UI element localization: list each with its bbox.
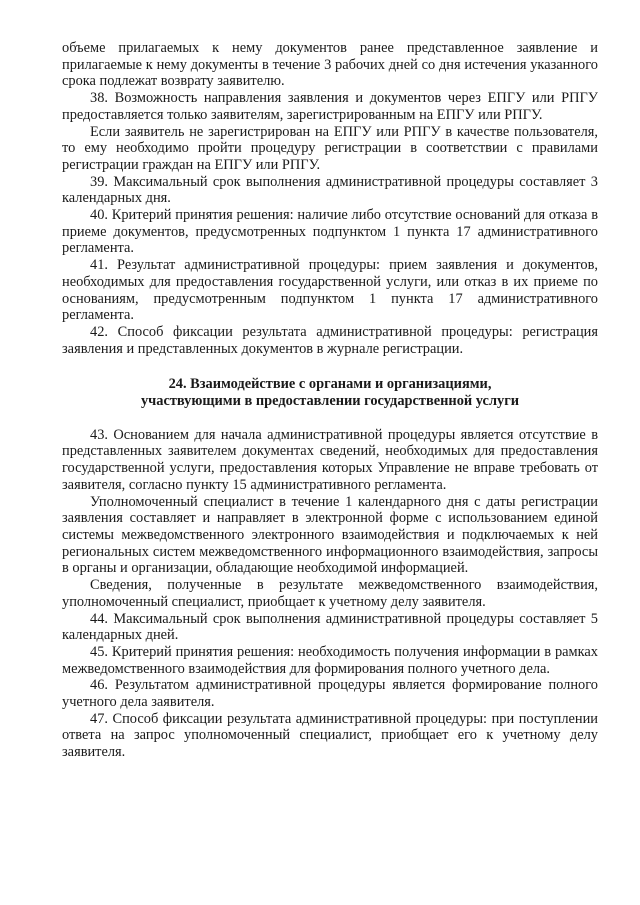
paragraph-38-registration: Если заявитель не зарегистрирован на ЕПГУ или РПГУ в качестве пользователя, то ему необходимо пройти процедуру регистрации в соответствии с правилами регистрации граждан на ЕПГУ или РПГУ. — [62, 123, 598, 173]
section-heading — [62, 376, 598, 409]
section-heading-line-2: участвующими в предоставлении государственной услуги — [140, 393, 520, 410]
paragraphs-top — [62, 40, 598, 357]
paragraph-47: 47. Способ фиксации результата административной процедуры: при поступлении ответа на запрос уполномоченный специалист, приобщает его к учетному делу заявителя. — [62, 710, 598, 761]
paragraph-46: 46. Результатом административной процедуры является формирование полного учетного дела заявителя. — [62, 677, 598, 711]
paragraph-42: 42. Способ фиксации результата административной процедуры: регистрация заявления и представленных документов в журнале регистрации. — [62, 323, 598, 357]
paragraphs-bottom — [62, 427, 598, 761]
paragraph-45: 45. Критерий принятия решения: необходимость получения информации в рамках межведомственного взаимодействия для формирования полного учетного дела. — [62, 643, 598, 677]
paragraph-39: 39. Максимальный срок выполнения административной процедуры составляет 3 календарных дня. — [62, 173, 598, 207]
paragraph-continuation: объеме прилагаемых к нему документов ранее представленное заявление и прилагаемые к нему документы в течение 3 рабочих дней со дня истечения указанного срока подлежат возврату заявителю. — [62, 40, 598, 90]
paragraph-43: 43. Основанием для начала административной процедуры является отсутствие в представленных заявителем документах сведений, необходимых для предоставления государственной услуги, предоставления которых Управление не вправе требовать от заявителя, согласно пункту 15 административного регламента. — [62, 426, 598, 493]
paragraph-38: 38. Возможность направления заявления и документов через ЕПГУ или РПГУ предоставляется только заявителям, зарегистрированным на ЕПГУ или РПГУ. — [62, 90, 598, 123]
paragraph-41: 41. Результат административной процедуры: прием заявления и документов, необходимых для предоставления государственной услуги, или отказ в их приеме по основаниям, предусмотренным подпунктом 1 пункта 17 административного регламента. — [62, 257, 598, 324]
paragraph-40: 40. Критерий принятия решения: наличие либо отсутствие оснований для отказа в приеме документов, предусмотренных подпунктом 1 пункта 17 административного регламента. — [62, 207, 598, 257]
document-page — [62, 40, 598, 761]
paragraph-44: 44. Максимальный срок выполнения административной процедуры составляет 5 календарных дней. — [62, 610, 598, 644]
section-heading-line-1: 24. Взаимодействие с органами и организациями, — [168, 376, 492, 393]
paragraph-43-request: Уполномоченный специалист в течение 1 календарного дня с даты регистрации заявления составляет и направляет в электронной форме с использованием единой системы межведомственного электронного взаимодействия и подключаемых к ней региональных систем межведомственного информационного взаимодействия, запросы в органы и организации, обладающие необходимой информацией. — [62, 493, 598, 577]
paragraph-43-information: Сведения, полученные в результате межведомственного взаимодействия, уполномоченный специалист, приобщает к учетному делу заявителя. — [62, 577, 598, 610]
